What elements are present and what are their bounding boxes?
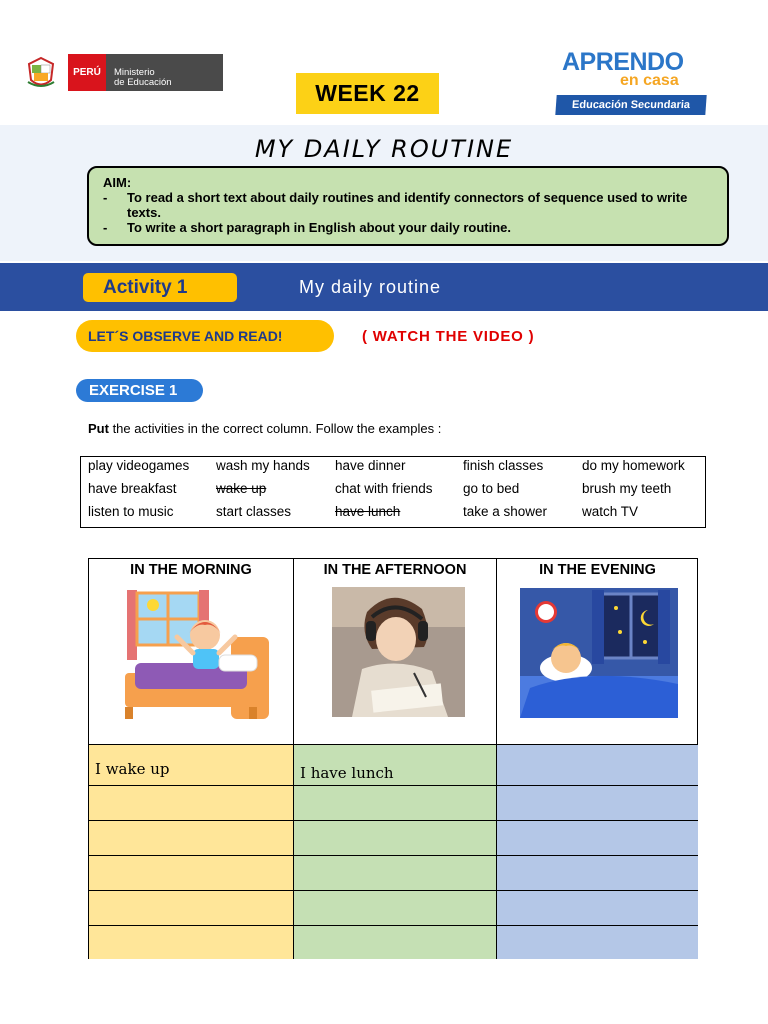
aprendo-logo-text: APRENDO <box>562 48 684 76</box>
column-header-evening: IN THE EVENING <box>539 562 656 578</box>
student-studying-illustration <box>332 587 465 717</box>
aim-box <box>87 166 729 246</box>
word-bank-item[interactable]: listen to music <box>88 504 174 519</box>
word-bank-item[interactable]: finish classes <box>463 458 544 473</box>
instruction-text: the activities in the correct column. Follow the examples : <box>108 421 442 436</box>
routine-table <box>88 558 698 959</box>
educacion-secundaria-band: Educación Secundaria <box>555 95 706 115</box>
column-divider <box>496 744 497 959</box>
activity-subtitle: My daily routine <box>299 277 442 297</box>
evening-cell[interactable] <box>497 925 698 959</box>
instruction-bold-word: Put <box>88 421 109 436</box>
word-bank-item[interactable]: play videogames <box>88 458 190 473</box>
peru-coat-of-arms-icon <box>26 56 56 90</box>
afternoon-cell[interactable] <box>294 820 496 855</box>
evening-cell[interactable] <box>497 855 698 890</box>
en-casa-logo-text: en casa <box>620 72 679 89</box>
morning-cell[interactable] <box>89 744 293 785</box>
week-badge: WEEK 22 <box>296 73 439 114</box>
morning-example-text: I wake up <box>95 760 170 778</box>
word-bank-item[interactable]: go to bed <box>463 481 520 496</box>
word-bank <box>80 456 706 528</box>
morning-cell[interactable] <box>89 925 293 959</box>
aim-item <box>103 190 713 220</box>
word-bank-item[interactable]: wash my hands <box>216 458 310 473</box>
ministry-line-1: Ministerio <box>114 67 155 78</box>
afternoon-cell[interactable] <box>294 785 496 820</box>
morning-cell[interactable] <box>89 890 293 925</box>
afternoon-example-text: I have lunch <box>300 764 394 782</box>
word-bank-item[interactable]: take a shower <box>463 504 548 519</box>
afternoon-cell[interactable] <box>294 855 496 890</box>
peru-label: PERÚ <box>68 54 106 91</box>
aim-dash: - <box>103 190 108 205</box>
aim-item <box>103 220 713 235</box>
activity-label: Activity 1 <box>83 273 237 302</box>
aim-text: To read a short text about daily routines and identify connectors of sequence used to write texts. <box>127 190 688 220</box>
evening-cell[interactable] <box>497 890 698 925</box>
column-header-afternoon: IN THE AFTERNOON <box>323 562 467 578</box>
morning-cell[interactable] <box>89 820 293 855</box>
ministry-line-2: de Educación <box>114 77 172 88</box>
afternoon-cell[interactable] <box>294 890 496 925</box>
exercise-label: EXERCISE 1 <box>76 379 203 402</box>
morning-cell[interactable] <box>89 785 293 820</box>
aim-text: To write a short paragraph in English about your daily routine. <box>127 220 512 235</box>
afternoon-cell[interactable] <box>294 744 496 785</box>
watch-video-link[interactable]: ( WATCH THE VIDEO ) <box>362 328 535 345</box>
afternoon-cell[interactable] <box>294 925 496 959</box>
column-header-morning: IN THE MORNING <box>130 562 252 578</box>
word-bank-item[interactable]: do my homework <box>582 458 685 473</box>
word-bank-item[interactable]: chat with friends <box>335 481 433 496</box>
observe-and-read-banner: LET´S OBSERVE AND READ! <box>76 320 334 352</box>
evening-cell[interactable] <box>497 820 698 855</box>
word-bank-item[interactable]: have dinner <box>335 458 406 473</box>
word-bank-item[interactable]: watch TV <box>582 504 639 519</box>
girl-waking-up-illustration <box>115 585 272 723</box>
morning-cell[interactable] <box>89 855 293 890</box>
aim-dash: - <box>103 220 108 235</box>
evening-cell[interactable] <box>497 744 698 785</box>
boy-sleeping-illustration <box>520 588 678 718</box>
page-title: MY DAILY ROUTINE <box>254 135 514 163</box>
ministry-label <box>106 54 223 91</box>
aim-label: AIM: <box>103 175 132 190</box>
word-bank-item[interactable]: have breakfast <box>88 481 177 496</box>
word-bank-item-used[interactable]: wake up <box>216 481 267 496</box>
column-divider <box>293 744 294 959</box>
word-bank-item[interactable]: brush my teeth <box>582 481 672 496</box>
exercise-instruction <box>88 421 441 436</box>
word-bank-item[interactable]: start classes <box>216 504 292 519</box>
evening-cell[interactable] <box>497 785 698 820</box>
word-bank-item-used[interactable]: have lunch <box>335 504 401 519</box>
